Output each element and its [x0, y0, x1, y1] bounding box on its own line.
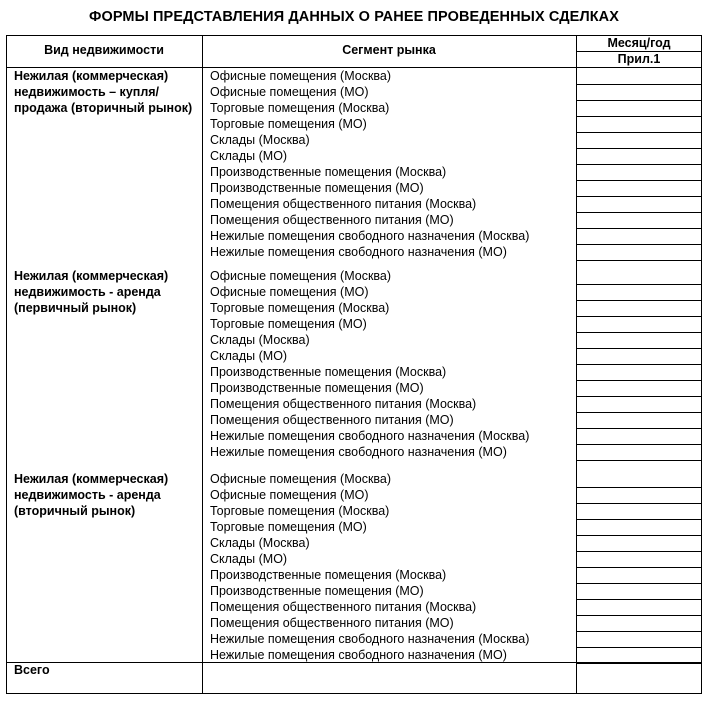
segment-label: Торговые помещения (Москва) [210, 101, 390, 115]
segment-label: Склады (Москва) [210, 536, 310, 550]
segment-label: Торговые помещения (Москва) [210, 504, 390, 518]
value-cell-line [576, 132, 702, 133]
segment-label: Производственные помещения (МО) [210, 584, 424, 598]
segment-label: Нежилые помещения свободного назначения (Москва) [210, 229, 530, 243]
value-cell-line [576, 260, 702, 261]
value-cell-line [576, 196, 702, 197]
segment-label: Склады (Москва) [210, 333, 310, 347]
segment-label: Производственные помещения (Москва) [210, 165, 447, 179]
segment-label: Производственные помещения (Москва) [210, 365, 447, 379]
value-cell-line [576, 380, 702, 381]
segment-label: Офисные помещения (Москва) [210, 269, 392, 283]
segment-label: Торговые помещения (МО) [210, 520, 367, 534]
total-label: Всего [14, 663, 50, 677]
segment-label: Производственные помещения (МО) [210, 181, 424, 195]
value-cell-line [576, 100, 702, 101]
segment-label: Склады (МО) [210, 149, 288, 163]
value-cell-line [576, 519, 702, 520]
value-cell-line [576, 487, 702, 488]
segment-label: Нежилые помещения свободного назначения (МО) [210, 445, 507, 459]
segment-label: Помещения общественного питания (Москва) [210, 397, 477, 411]
header-appendix: Прил.1 [617, 52, 661, 66]
value-cell-line [576, 428, 702, 429]
segment-label: Производственные помещения (Москва) [210, 568, 447, 582]
value-cell-line [576, 244, 702, 245]
value-cell-line [576, 148, 702, 149]
segment-label: Нежилые помещения свободного назначения (Москва) [210, 632, 530, 646]
value-cell-line [576, 212, 702, 213]
value-cell-line [576, 631, 702, 632]
value-cell-line [576, 364, 702, 365]
segment-label: Офисные помещения (Москва) [210, 472, 392, 486]
segment-label: Офисные помещения (МО) [210, 285, 369, 299]
value-cell-line [576, 551, 702, 552]
header-market-segment: Сегмент рынка [342, 43, 436, 57]
value-cell-line [576, 180, 702, 181]
segment-label: Помещения общественного питания (МО) [210, 616, 454, 630]
segment-label: Офисные помещения (МО) [210, 85, 369, 99]
value-cell-line [576, 300, 702, 301]
property-type-label: Нежилая (коммерческая) недвижимость – купля/продажа (вторичный рынок) [14, 69, 193, 115]
value-cell-line [576, 663, 702, 664]
value-cell-line [576, 503, 702, 504]
value-cell-line [576, 164, 702, 165]
property-type-label: Нежилая (коммерческая) недвижимость - аренда (вторичный рынок) [14, 472, 169, 518]
segment-label: Торговые помещения (МО) [210, 317, 367, 331]
value-cell-line [576, 599, 702, 600]
property-type-label: Нежилая (коммерческая) недвижимость - аренда (первичный рынок) [14, 269, 169, 315]
value-cell-line [576, 567, 702, 568]
value-cell-line [576, 460, 702, 461]
segment-label: Помещения общественного питания (Москва) [210, 197, 477, 211]
value-cell-line [576, 412, 702, 413]
page-title: ФОРМЫ ПРЕДСТАВЛЕНИЯ ДАННЫХ О РАНЕЕ ПРОВЕДЕННЫХ СДЕЛКАХ [88, 9, 620, 25]
segment-label: Офисные помещения (МО) [210, 488, 369, 502]
value-cell-line [576, 284, 702, 285]
value-cell-line [576, 583, 702, 584]
value-cell-line [576, 84, 702, 85]
value-cell-line [576, 396, 702, 397]
segment-label: Офисные помещения (Москва) [210, 69, 392, 83]
segment-label: Торговые помещения (Москва) [210, 301, 390, 315]
value-cell-line [576, 228, 702, 229]
segment-label: Торговые помещения (МО) [210, 117, 367, 131]
value-cell-line [576, 116, 702, 117]
segment-label: Производственные помещения (МО) [210, 381, 424, 395]
segment-label: Склады (МО) [210, 349, 288, 363]
header-month-year: Месяц/год [607, 36, 671, 50]
segment-label: Склады (Москва) [210, 133, 310, 147]
value-cell-line [576, 332, 702, 333]
segment-label: Помещения общественного питания (Москва) [210, 600, 477, 614]
value-cell-line [576, 615, 702, 616]
header-property-type: Вид недвижимости [44, 43, 164, 57]
value-cell-line [576, 444, 702, 445]
value-cell-line [576, 535, 702, 536]
segment-label: Склады (МО) [210, 552, 288, 566]
segment-label: Помещения общественного питания (МО) [210, 213, 454, 227]
segment-label: Нежилые помещения свободного назначения (Москва) [210, 429, 530, 443]
value-cell-line [576, 647, 702, 648]
segment-label: Нежилые помещения свободного назначения (МО) [210, 245, 507, 259]
column-divider [202, 35, 203, 694]
segment-label: Нежилые помещения свободного назначения (МО) [210, 648, 507, 662]
value-cell-line [576, 348, 702, 349]
segment-label: Помещения общественного питания (МО) [210, 413, 454, 427]
value-cell-line [576, 316, 702, 317]
